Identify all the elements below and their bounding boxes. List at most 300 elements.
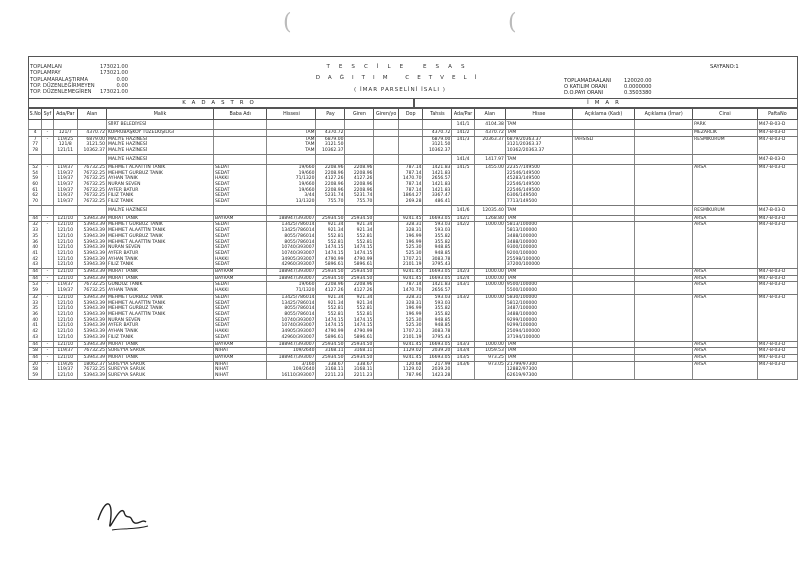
table-cell: 1417.97 xyxy=(474,154,505,164)
table-cell: 25934.50 xyxy=(345,275,374,282)
table-cell: 76732.25 76732.25 xyxy=(78,282,107,294)
table-cell: 9241.45 xyxy=(398,215,423,222)
column-header: Cinsi xyxy=(693,109,758,120)
table-cell: 973.25 xyxy=(474,354,505,361)
table-cell xyxy=(345,120,374,130)
distribution-table xyxy=(28,108,798,380)
table-row xyxy=(29,205,798,215)
table-cell: MURAT TANIK xyxy=(106,354,213,361)
table-cell: 13425/786014 13425/786014 8055/786014 8055/786014 10740/393007 10740/393007 34905/393007 42960/393007 xyxy=(267,294,316,341)
table-cell: M47-B-03-D xyxy=(757,215,797,222)
table-cell: 16693.05 xyxy=(423,275,452,282)
table-cell: 328.31 328.31 196.99 196.99 525.30 525.30 1707.21 2101.19 xyxy=(398,222,423,269)
table-cell: 121/10 xyxy=(53,354,78,361)
table-cell: 121/10 xyxy=(53,269,78,276)
table-cell: 53943.39 xyxy=(78,215,107,222)
table-cell: 2208.96 2208.96 4127.26 2208.96 2208.96 5231.74 755.70 xyxy=(345,164,374,205)
table-cell xyxy=(398,154,423,164)
table-cell: M47-B-03-D xyxy=(757,282,797,294)
table-cell: SİİRT BELEDİYESİ xyxy=(106,120,213,130)
doc-note: ( İMAR PARSELİNİ İSALI ) xyxy=(354,87,446,93)
table-cell: 141/1 xyxy=(452,120,474,130)
table-cell: 9241.45 xyxy=(398,341,423,348)
table-cell: 119/26 119/37 121/10 xyxy=(53,361,78,379)
summary-key: TOP. DÜZENLEMEGİREN xyxy=(30,89,92,96)
table-cell: M47-B-03-D xyxy=(757,348,797,355)
table-cell: 1000.00 xyxy=(474,269,505,276)
table-cell: M47-B-03-D xyxy=(757,154,797,164)
table-cell: 142/4 xyxy=(452,275,474,282)
table-row xyxy=(29,130,798,137)
table-cell: MEZARLIK xyxy=(693,130,758,137)
table-cell: MALİYE HAZİNESİ MALİYE HAZİNESİ MALİYE HAZİNESİ xyxy=(106,136,213,154)
table-cell: 1129.02 xyxy=(398,348,423,355)
table-cell: ARSA xyxy=(693,275,758,282)
table-cell: 338.67 3168.11 2211.23 xyxy=(345,361,374,379)
table-cell xyxy=(693,154,758,164)
column-header: Ada/Par xyxy=(53,109,78,120)
table-cell xyxy=(213,205,266,215)
table-cell: - xyxy=(42,275,53,282)
doc-subtitle: DAĞITIM CETVELİ xyxy=(315,75,485,81)
doc-title: TESCİLE ESAS xyxy=(326,64,474,70)
table-cell: 217.99 2039.20 1423.28 xyxy=(423,361,452,379)
table-cell: 787.14 1470.70 xyxy=(398,282,423,294)
column-header: Alan xyxy=(474,109,505,120)
table-cell xyxy=(398,120,423,130)
table-cell: - xyxy=(42,354,53,361)
table-cell: 141/4 xyxy=(452,154,474,164)
page-number: SAYFANO:1 xyxy=(710,64,739,70)
column-header: Baba Adı xyxy=(213,109,266,120)
table-cell xyxy=(635,120,693,130)
table-row xyxy=(29,354,798,361)
table-cell: 7 77 78 xyxy=(29,136,42,154)
column-header: Syf xyxy=(42,109,53,120)
table-cell xyxy=(316,154,345,164)
table-cell: TAM xyxy=(505,215,572,222)
summary-value: 0.00 xyxy=(116,82,128,89)
table-cell: 2208.96 4127.26 xyxy=(345,282,374,294)
table-cell xyxy=(78,205,107,215)
table-cell: M47-B-03-D xyxy=(757,275,797,282)
table-cell: 3/160 109/2640 16110/393007 xyxy=(267,361,316,379)
table-cell: TAM xyxy=(505,205,572,215)
table-cell: 20 58 59 xyxy=(29,361,42,379)
table-cell: 16693.05 xyxy=(423,354,452,361)
table-cell: KÖPRÜBAŞKÖY TÜZELKİŞİLİĞİ xyxy=(106,130,213,137)
table-cell: 25934.50 xyxy=(345,354,374,361)
table-cell: 121/10 xyxy=(53,215,78,222)
table-cell: 188947/393007 xyxy=(267,354,316,361)
table-cell xyxy=(345,154,374,164)
summary-value: 173021.00 xyxy=(99,89,128,96)
table-row xyxy=(29,164,798,205)
table-cell: 22357/149500 22546/149500 45283/149500 22546/149500 22546/149500 6306/149500 7713/149500 xyxy=(505,164,572,205)
table-cell: 9241.45 xyxy=(398,275,423,282)
table-cell: TAM xyxy=(505,348,572,355)
table-cell: 12035.40 xyxy=(474,205,505,215)
table-row xyxy=(29,282,798,294)
table-cell xyxy=(316,205,345,215)
table-cell: 120.68 1129.02 787.96 xyxy=(398,361,423,379)
table-cell: 787.14 787.14 1470.70 787.14 787.14 1864.27 269.28 xyxy=(398,164,423,205)
table-cell: - xyxy=(42,341,53,348)
table-row xyxy=(29,294,798,341)
table-cell: 4370.72 xyxy=(423,130,452,137)
table-cell: 593.03 593.03 355.82 355.82 948.85 948.85 3083.78 3795.43 xyxy=(423,294,452,341)
column-header: Açıklama (İmar) xyxy=(635,109,693,120)
table-cell: 25934.50 xyxy=(316,341,345,348)
table-cell: - xyxy=(42,164,53,205)
table-cell: 13425/786014 13425/786014 8055/786014 8055/786014 10740/393007 10740/393007 34905/393007 42960/393007 xyxy=(267,222,316,269)
table-cell: 143/3 xyxy=(452,341,474,348)
table-cell: M47-B-03-D xyxy=(757,130,797,137)
table-cell: 1455.00 xyxy=(474,164,505,205)
summary-value: 0.0000000 xyxy=(624,84,652,91)
table-cell xyxy=(374,282,399,294)
table-cell xyxy=(78,154,107,164)
table-cell: 4370.72 xyxy=(78,130,107,137)
table-cell: TAM xyxy=(267,130,316,137)
table-cell xyxy=(374,120,399,130)
table-cell: 921.34 921.34 552.81 552.81 1474.15 1474.15 4790.99 5896.61 xyxy=(316,294,345,341)
table-cell: 25934.50 xyxy=(316,275,345,282)
table-cell: 76732.25 xyxy=(78,348,107,355)
table-cell: - xyxy=(42,136,53,154)
table-cell: MURAT TANIK xyxy=(106,341,213,348)
table-cell: ARSA xyxy=(693,294,758,341)
table-cell: 142/1 xyxy=(452,215,474,222)
table-cell: M47-B-03-D xyxy=(757,354,797,361)
table-cell: PARK xyxy=(693,120,758,130)
table-cell: 188947/393007 xyxy=(267,275,316,282)
table-cell xyxy=(423,154,452,164)
table-cell: ARSA xyxy=(693,269,758,276)
table-cell xyxy=(635,164,693,205)
table-cell: BAYRAM xyxy=(213,215,266,222)
table-cell: 119/37 119/37 xyxy=(53,282,78,294)
summary-value: 0.00 xyxy=(116,76,128,83)
table-cell xyxy=(572,269,634,276)
table-cell: 44 xyxy=(29,341,42,348)
table-cell: - xyxy=(42,269,53,276)
summary-value: 120020.00 xyxy=(624,78,652,84)
table-cell: 921.34 921.34 552.81 552.81 1474.15 1474.15 4790.99 5896.61 xyxy=(316,222,345,269)
column-header: Alan xyxy=(78,109,107,120)
table-cell: 76732.25 76732.25 76732.25 76732.25 76732.25 76732.25 76732.25 xyxy=(78,164,107,205)
table-cell: TAM xyxy=(505,275,572,282)
table-cell: 143/5 xyxy=(452,354,474,361)
table-cell: 143/2 xyxy=(452,294,474,341)
table-cell xyxy=(635,269,693,276)
table-cell: M47-B-03-D xyxy=(757,361,797,379)
table-cell: ARSA xyxy=(693,164,758,205)
summary-key: TOPLAMARALAŞTIRMA xyxy=(30,76,89,83)
table-cell xyxy=(423,205,452,215)
column-header: Giren/yo xyxy=(374,109,399,120)
punch-mark: ( xyxy=(283,10,292,35)
column-header: PaftaNo xyxy=(757,109,797,120)
table-row xyxy=(29,136,798,154)
table-cell: 53943.39 53943.39 53943.39 53943.39 53943.39 53943.39 53943.39 53943.39 xyxy=(78,222,107,269)
table-cell: 121/7 xyxy=(53,130,78,137)
table-cell: M47-B-03-D xyxy=(757,222,797,269)
table-cell: MALİYE HAZİNESİ xyxy=(106,205,213,215)
table-cell: M47-B-03-D xyxy=(757,269,797,276)
table-cell xyxy=(267,154,316,164)
table-cell xyxy=(374,269,399,276)
table-row xyxy=(29,215,798,222)
table-cell: 4104.38 xyxy=(474,120,505,130)
table-cell: 121/10 121/10 121/10 121/10 121/10 121/10 121/10 121/10 xyxy=(53,222,78,269)
table-cell: MALİYE HAZİNESİ xyxy=(106,154,213,164)
table-cell: 4370.72 xyxy=(474,130,505,137)
table-cell: 4370.72 xyxy=(316,130,345,137)
table-cell: 16693.05 xyxy=(423,269,452,276)
table-cell: 1059.53 xyxy=(474,348,505,355)
table-row xyxy=(29,275,798,282)
table-cell xyxy=(374,130,399,137)
table-cell xyxy=(635,361,693,379)
summary-key: TOPLAMPAY xyxy=(30,70,61,77)
table-cell xyxy=(374,361,399,379)
kadastro-header: KADASTRO xyxy=(28,98,414,108)
table-cell xyxy=(572,348,634,355)
column-header: Tahsis xyxy=(423,109,452,120)
table-cell xyxy=(374,222,399,269)
table-cell xyxy=(572,222,634,269)
table-cell xyxy=(29,205,42,215)
table-cell: 18062.37 76732.25 53943.39 xyxy=(78,361,107,379)
table-cell: 109/2640 xyxy=(267,348,316,355)
table-cell: 143/1 xyxy=(452,282,474,294)
table-cell: 1000.00 xyxy=(474,222,505,269)
column-header: Hissesi xyxy=(267,109,316,120)
table-cell xyxy=(374,294,399,341)
table-cell: M47-B-03-D xyxy=(757,164,797,205)
table-cell: 921.34 921.34 552.81 552.81 1474.15 1474.15 4790.99 5896.61 xyxy=(345,222,374,269)
table-cell: 119/37 xyxy=(53,348,78,355)
summary-value: 0.3503380 xyxy=(624,90,652,97)
column-header: Pay xyxy=(316,109,345,120)
table-cell xyxy=(267,120,316,130)
table-cell: 1000.00 xyxy=(474,282,505,294)
table-cell xyxy=(374,341,399,348)
table-cell: 20363.37 xyxy=(474,136,505,154)
table-cell: SEDAT SEDAT SEDAT SEDAT SEDAT SEDAT HAKKI SEDAT xyxy=(213,294,266,341)
table-cell: 141/6 xyxy=(452,205,474,215)
table-cell: 121/10 121/10 121/10 121/10 121/10 121/10 121/10 121/10 xyxy=(53,294,78,341)
table-row xyxy=(29,222,798,269)
table-cell: 338.67 3168.11 2211.23 xyxy=(316,361,345,379)
table-cell: TAM xyxy=(505,154,572,164)
area-summary xyxy=(564,78,664,97)
table-cell: BAYRAM xyxy=(213,354,266,361)
table-cell: 53943.39 xyxy=(78,275,107,282)
table-cell: M47-B-03-D xyxy=(757,205,797,215)
table-cell: 6879.00 3121.50 10362.37 xyxy=(423,136,452,154)
table-cell xyxy=(53,120,78,130)
table-cell xyxy=(635,205,693,215)
signature xyxy=(92,490,152,540)
table-cell: BAYRAM xyxy=(213,341,266,348)
table-cell: 6879.00 3121.50 10362.37 xyxy=(316,136,345,154)
table-cell: 53943.39 xyxy=(78,269,107,276)
table-cell: 142/2 xyxy=(452,222,474,269)
table-cell: 25934.50 xyxy=(316,354,345,361)
summary-key: TOP. DÜZENLEĞİRMEYEN xyxy=(30,82,95,89)
table-cell: 5830/100000 5812/100000 3487/100000 3488/100000 9299/100000 9299/100000 25094/100000 37194/100000 xyxy=(505,294,572,341)
table-cell: 53943.39 xyxy=(78,341,107,348)
table-cell: 1421.83 1421.83 2656.57 1421.83 1421.83 3367.47 486.41 xyxy=(423,164,452,205)
table-cell: 44 xyxy=(29,354,42,361)
table-cell: RESMİKURUM xyxy=(693,136,758,154)
table-cell: 58 xyxy=(29,348,42,355)
table-cell: 44 xyxy=(29,215,42,222)
table-cell: 1000.00 xyxy=(474,294,505,341)
table-row xyxy=(29,341,798,348)
table-cell xyxy=(572,275,634,282)
punch-mark: ( xyxy=(508,10,517,35)
table-cell: 9241.45 xyxy=(398,269,423,276)
table-cell xyxy=(635,154,693,164)
table-cell xyxy=(398,130,423,137)
table-cell: SEDAT SEDAT HAKKI SEDAT SEDAT SEDAT SEDAT xyxy=(213,164,266,205)
table-cell: - xyxy=(42,294,53,341)
table-cell: TAM xyxy=(505,120,572,130)
table-cell: 32 33 35 36 40 41 42 43 xyxy=(29,222,42,269)
table-cell xyxy=(572,354,634,361)
table-cell: - xyxy=(42,222,53,269)
column-header: Açıklama (Kadı) xyxy=(572,109,634,120)
table-cell: TAM xyxy=(505,130,572,137)
table-cell: 141/5 xyxy=(452,164,474,205)
table-cell: 3168.11 xyxy=(345,348,374,355)
table-cell xyxy=(572,130,634,137)
table-cell: 188947/393007 xyxy=(267,341,316,348)
table-cell: 44 xyxy=(29,269,42,276)
table-cell: 119/25 121/8 121/11 xyxy=(53,136,78,154)
table-cell: 2039.20 xyxy=(423,348,452,355)
table-cell xyxy=(572,205,634,215)
table-cell: 25934.50 xyxy=(345,269,374,276)
table-cell xyxy=(42,205,53,215)
table-cell: 121/10 xyxy=(53,275,78,282)
summary-value: 173021.00 xyxy=(99,70,128,77)
table-cell xyxy=(213,130,266,137)
table-cell: 921.34 921.34 552.81 552.81 1474.15 1474.15 4790.99 5896.61 xyxy=(345,294,374,341)
table-cell xyxy=(345,136,374,154)
table-cell: 25934.50 xyxy=(316,269,345,276)
table-cell xyxy=(572,164,634,205)
table-cell: SUREYYA SARUK xyxy=(106,348,213,355)
table-cell xyxy=(374,164,399,205)
table-cell: - xyxy=(42,282,53,294)
table-row xyxy=(29,269,798,276)
table-row xyxy=(29,120,798,130)
table-cell xyxy=(374,215,399,222)
table-cell: 188947/393007 xyxy=(267,215,316,222)
table-cell: 6879.00 3121.50 10362.37 xyxy=(78,136,107,154)
table-cell xyxy=(53,154,78,164)
table-cell xyxy=(398,136,423,154)
table-cell: 9500/100000 5500/100000 xyxy=(505,282,572,294)
summary-line xyxy=(564,90,664,96)
table-cell: 328.31 328.31 196.99 196.99 525.30 525.30 1707.21 2101.19 xyxy=(398,294,423,341)
table-cell: MURAT TANIK xyxy=(106,215,213,222)
table-cell: M47-B-03-D xyxy=(757,136,797,154)
table-cell xyxy=(374,154,399,164)
table-cell xyxy=(635,282,693,294)
column-header: Hisse xyxy=(505,109,572,120)
table-cell: 16693.05 xyxy=(423,341,452,348)
table-cell: SEDAT SEDAT SEDAT SEDAT SEDAT SEDAT HAKKI SEDAT xyxy=(213,222,266,269)
table-cell xyxy=(316,120,345,130)
table-cell: 119/37 119/37 119/37 119/37 119/37 119/37 119/37 xyxy=(53,164,78,205)
table-row xyxy=(29,348,798,355)
table-cell: 141/3 xyxy=(452,136,474,154)
table-cell: NIHAT NIHAT NIHAT xyxy=(213,361,266,379)
table-cell: 4 xyxy=(29,130,42,137)
table-cell xyxy=(572,215,634,222)
table-cell: ARSA xyxy=(693,348,758,355)
table-cell: 2208.96 4127.26 xyxy=(316,282,345,294)
table-cell: 16693.05 xyxy=(423,215,452,222)
table-cell: MURAT TANIK xyxy=(106,275,213,282)
table-cell xyxy=(29,120,42,130)
table-cell xyxy=(423,120,452,130)
table-cell: ARSA xyxy=(693,222,758,269)
table-cell: 3168.11 xyxy=(316,348,345,355)
table-cell: M47-B-03-D xyxy=(757,294,797,341)
table-cell: 19/660 71/1320 xyxy=(267,282,316,294)
imar-header: İMAR xyxy=(414,98,798,108)
table-cell: 53 59 xyxy=(29,282,42,294)
table-cell: 973.05 xyxy=(474,361,505,379)
table-cell xyxy=(213,136,266,154)
table-cell: MURAT TANIK xyxy=(106,269,213,276)
column-header: Ada/Par xyxy=(452,109,474,120)
table-cell xyxy=(635,130,693,137)
table-cell xyxy=(635,294,693,341)
table-cell: 143/4 xyxy=(452,348,474,355)
table-cell: MEHMET GURBUZ TANIK MEHMET ALAATTİN TANIK MEHMET GURBUZ TANIK MEHMET ALAATTİN TANIK NURAN SEVEN AYFER BATUR AYHAN TANIK FILIZ TANIK xyxy=(106,222,213,269)
table-cell: 1268.80 xyxy=(474,215,505,222)
table-cell: M47-B-03-D xyxy=(757,120,797,130)
column-header: Giren xyxy=(345,109,374,120)
table-cell xyxy=(78,120,107,130)
summary-key: TOPLAMLAN xyxy=(30,64,62,70)
table-cell xyxy=(374,205,399,215)
table-cell: RESMİKURUM xyxy=(693,205,758,215)
table-cell xyxy=(374,348,399,355)
summary-key: TOPLAMADAALANI xyxy=(564,78,612,84)
table-cell: TAM xyxy=(505,341,572,348)
summary-key: O KATILIM ORANI xyxy=(564,84,608,91)
table-cell xyxy=(374,275,399,282)
table-cell xyxy=(398,205,423,215)
table-cell xyxy=(374,136,399,154)
column-header: Malik xyxy=(106,109,213,120)
table-row xyxy=(29,361,798,379)
table-cell: SUREYYA SARUK SUREYYA SARUK SUREYYA SARUK xyxy=(106,361,213,379)
table-cell xyxy=(29,154,42,164)
table-header-row xyxy=(29,109,798,120)
table-cell: ARSA xyxy=(693,282,758,294)
table-cell: 1000.00 xyxy=(474,275,505,282)
table-cell: 142/3 xyxy=(452,269,474,276)
